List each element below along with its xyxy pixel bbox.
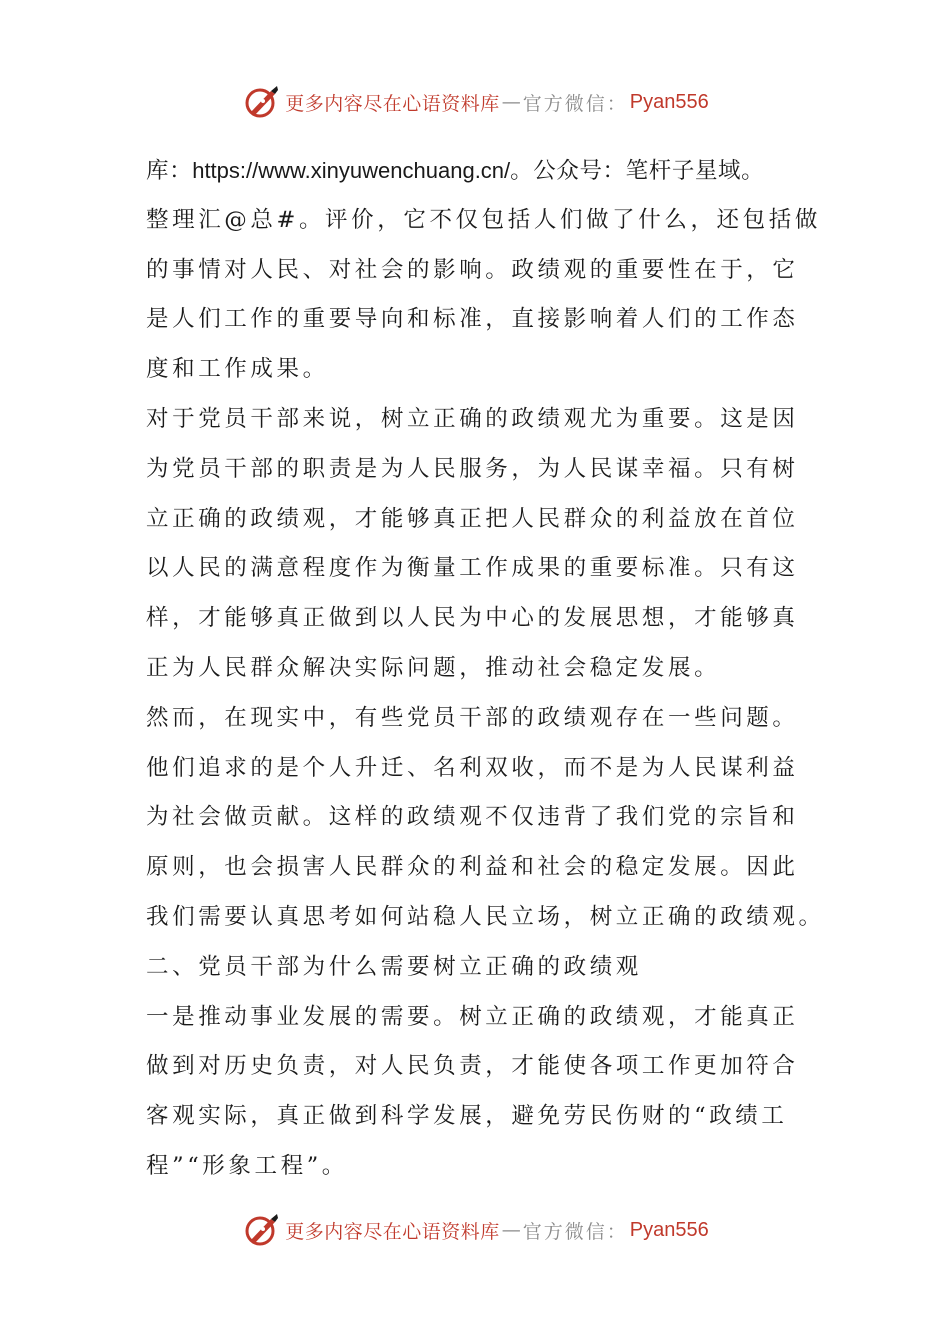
footer-brand-text: 更多内容尽在心语资料库 <box>285 1220 500 1243</box>
body-line: 对于党员干部来说，树立正确的政绩观尤为重要。这是因 <box>146 405 799 432</box>
body-line-url <box>146 146 816 196</box>
header-official-label: 官方微信： <box>522 92 628 115</box>
body-line: 然而，在现实中，有些党员干部的政绩观存在一些问题。 <box>146 704 799 731</box>
body-line: 立正确的政绩观，才能够真正把人民群众的利益放在首位 <box>146 505 799 532</box>
body-line: 整理汇@总#。评价，它不仅包括人们做了什么，还包括做 <box>146 206 821 233</box>
body-line: 正为人民群众解决实际问题，推动社会稳定发展。 <box>146 654 721 681</box>
document-body <box>146 146 825 1192</box>
body-line: 一是推动事业发展的需要。树立正确的政绩观，才能真正 <box>146 1003 799 1030</box>
body-line: 我们需要认真思考如何站稳人民立场，树立正确的政绩观。 <box>146 903 825 930</box>
url-prefix: 库： <box>146 158 193 184</box>
body-line: 是人们工作的重要导向和标准，直接影响着人们的工作态 <box>146 306 799 333</box>
footer-banner <box>0 1208 950 1252</box>
body-line: 原则，也会损害人民群众的利益和社会的稳定发展。因此 <box>146 854 799 881</box>
website-link[interactable]: https://www.xinyuwenchuang.cn/ <box>192 158 511 183</box>
footer-dash: — <box>501 1219 521 1241</box>
body-line: 样，才能够真正做到以人民为中心的发展思想，才能够真 <box>146 605 799 632</box>
body-line: 客观实际，真正做到科学发展，避免劳民伤财的“政绩工 <box>146 1103 788 1130</box>
body-line: 程”“形象工程”。 <box>146 1152 348 1179</box>
url-suffix: 。公众号：笔杆子星域。 <box>510 158 765 184</box>
body-line: 他们追求的是个人升迁、名利双收，而不是为人民谋利益 <box>146 754 799 781</box>
footer-wechat-handle: Pyan556 <box>629 1218 709 1241</box>
header-brand-text: 更多内容尽在心语资料库 <box>285 92 500 115</box>
header-banner <box>0 80 950 124</box>
pen-nib-logo-icon <box>241 1210 281 1250</box>
body-line: 度和工作成果。 <box>146 356 329 383</box>
section-heading: 二、党员干部为什么需要树立正确的政绩观 <box>146 953 642 980</box>
body-line: 为党员干部的职责是为人民服务，为人民谋幸福。只有树 <box>146 455 799 482</box>
body-line: 做到对历史负责，对人民负责，才能使各项工作更加符合 <box>146 1053 799 1080</box>
header-wechat-handle: Pyan556 <box>629 90 709 113</box>
header-dash: — <box>501 91 521 113</box>
pen-nib-logo-icon <box>241 82 281 122</box>
body-line: 以人民的满意程度作为衡量工作成果的重要标准。只有这 <box>146 555 799 582</box>
body-line: 的事情对人民、对社会的影响。政绩观的重要性在于，它 <box>146 256 799 283</box>
footer-official-label: 官方微信： <box>522 1220 628 1243</box>
body-line: 为社会做贡献。这样的政绩观不仅违背了我们党的宗旨和 <box>146 804 799 831</box>
